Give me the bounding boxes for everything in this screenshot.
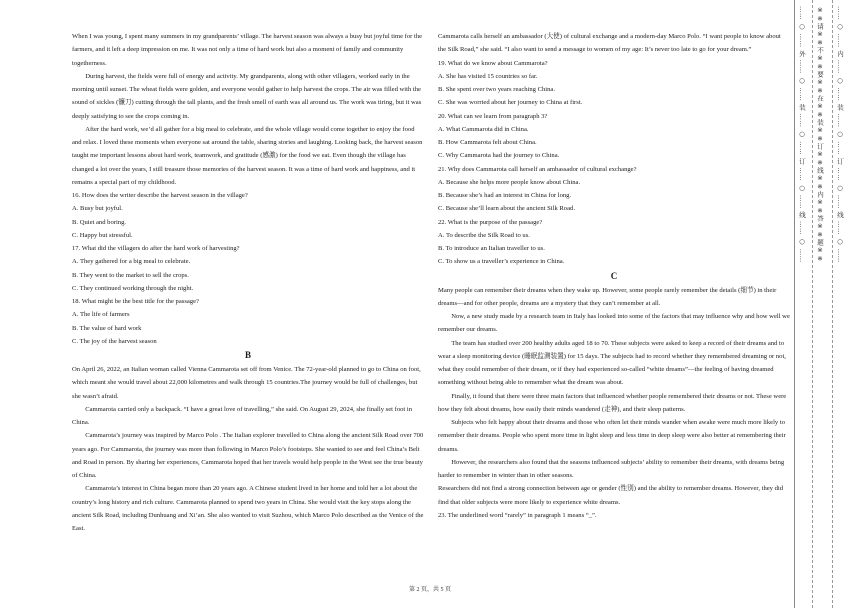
answer-option: B. How Cammarota felt about China.	[438, 139, 537, 146]
paragraph: During harvest, the fields were full of energy and activity. My grandparents, along with other villagers, worked early in the morning until sunset. The wheat fields were golden, and everyone would gather to help harvest the crops. The air was filled with the sound of sickles (镰刀) cutting through the tall plants, and the fresh smell of earth was all around us. The work was tiring, but it was deeply satisfying to see the crops coming in.	[72, 72, 422, 120]
question: 20. What can we learn from paragraph 3?	[438, 112, 548, 120]
binding-line-inner	[832, 0, 833, 608]
answer-option: B. To introduce an Italian traveller to us.	[438, 245, 545, 252]
paragraph: When I was young, I spent many summers in my grandparents’ village. The harvest season was always a busy but joyful time for the farmers, and it left a deep impression on me. It was not only a time of hard work but also a moment of family and community togetherness.	[72, 33, 423, 67]
paragraph: Many people can remember their dreams when they wake up. However, some people rarely remember the details (细节) in their dreams—and for other people, dreams are a mystery that they can’t remember at all.	[438, 286, 777, 307]
answer-option: B. Quiet and boring.	[72, 218, 127, 226]
section-heading: B	[244, 350, 251, 360]
question: 21. Why does Cammarota call herself an ambassador of cultural exchange?	[438, 165, 637, 173]
paragraph: On April 26, 2022, an Italian woman called Vienna Cammarota set off from Venice. The 72-year-old planned to go to China on foot, which meant she would travel about 22,000 kilometres and walk through 15 countries.The journey would be full of challenges, but she wasn’t afraid.	[72, 366, 421, 400]
binding-line-outer	[794, 0, 795, 608]
answer-option: A. Because she helps more people know about China.	[438, 178, 581, 186]
paragraph: Subjects who felt happy about their dreams and those who often let their minds wander when awake were much more likely to remember their dreams. People who spent more time in light sleep and less time in deep sleep were also better at remembering their dreams.	[438, 419, 786, 453]
question: 23. The underlined word “rarely” in paragraph 1 means “_”.	[438, 511, 597, 519]
answer-option: C. To show us a traveller’s experience in China.	[438, 258, 565, 266]
binding-margin	[792, 0, 860, 608]
right-column	[438, 30, 790, 522]
answer-option: A. To describe the Silk Road to us.	[438, 231, 530, 239]
answer-option: C. Why Cammarota had the journey to China.	[438, 152, 560, 160]
paragraph: Finally, it found that there were three main factors that influenced whether people remembered their dreams or not. These were how they felt about dreams, how easily their minds wandered (走神), and their sleep patterns.	[438, 392, 787, 413]
paragraph: After the hard work, we’d all gather for a big meal to celebrate, and the whole village would come together to enjoy the food and relax. I loved these moments when everyone sat around the table, sharing stories and laughing. Looking back, the harvest season taught me important lessons about hard work, teamwork, and gratitude (感激) for the food we eat. Even though the village has changed a lot over the years, I still treasure those memories of the harvest season. It was a time of hard work and happiness, and it remains a special part of my childhood.	[72, 125, 423, 186]
answer-option: A. The life of farmers	[72, 311, 130, 319]
paragraph: Now, a new study made by a research team in Italy has looked into some of the factors that may influence why and how well we remember our dreams.	[438, 313, 790, 334]
answer-option: C. Happy but stressful.	[72, 231, 133, 239]
question: 19. What do we know about Cammarota?	[438, 59, 548, 67]
paragraph: Cammarota carried only a backpack. “I have a great love of travelling,” she said. On August 29, 2024, she finally set foot in China.	[72, 405, 413, 426]
answer-option: A. They gathered for a big meal to celebrate.	[72, 258, 191, 266]
answer-option: C. The joy of the harvest season	[72, 337, 157, 345]
question: 18. What might be the best title for the passage?	[72, 298, 199, 305]
binding-inner-text: …… ○ …… 内 …… ○ …… 装 …… ○ …… 订 …… ○ …… 线 …… ○ ……	[836, 6, 844, 263]
answer-option: B. Because she’s had an interest in China for long.	[438, 192, 572, 199]
paragraph: Cammarota’s journey was inspired by Marco Polo . The Italian explorer travelled to China along the ancient Silk Road over 700 years ago. For Cammarota, the journey was more than following in Marco Polo’s footsteps. She wanted to see and feel China’s Belt and Road in person. By sharing her experiences, Cammarota hoped that her travels would help people in the West see the true beauty of China.	[72, 432, 424, 479]
paragraph: Researchers did not find a strong connection between age or gender (性别) and the ability to remember dreams. However, they did find that older subjects were more likely to experience white dreams.	[438, 485, 784, 506]
answer-option: B. She spent over two years reaching China.	[438, 86, 556, 93]
answer-option: A. What Cammarota did in China.	[438, 125, 529, 133]
binding-notice-text: ※※请※※不※※要※※在※※装※※订※※线※※内※※答※※题※※	[816, 6, 824, 263]
answer-option: A. Busy but joyful.	[72, 205, 123, 213]
question: 22. What is the purpose of the passage?	[438, 218, 543, 226]
paragraph: Cammarota’s interest in China began more than 20 years ago. A Chinese student lived in her home and told her a lot about the country’s long history and rich culture. Cammarota planned to spend two years in China. She would visit the key stops along the ancient Silk Road, including Dunhuang and Xi’an. She also wanted to visit Suzhou, which Marco Polo described as the Venice of the East.	[72, 485, 424, 532]
paragraph: Cammarota calls herself an ambassador (大使) of cultural exchange and a modern-day Marco Polo. “I want people to know about the Silk Road,” she said. “I also want to send a message to women of my age: It’s never too late to go for your dream.”	[438, 33, 781, 54]
binding-outer-text: …… ○ …… 外 …… ○ …… 装 …… ○ …… 订 …… ○ …… 线 …… ○ ……	[798, 6, 806, 263]
section-heading: C	[610, 270, 618, 281]
page-footer: 第 2 页，共 5 页	[408, 587, 451, 593]
question: 17. What did the villagers do after the hard work of harvesting?	[72, 245, 240, 252]
answer-option: C. They continued working through the night.	[72, 284, 194, 292]
paragraph: The team has studied over 200 healthy adults aged 18 to 70. These subjects were asked to keep a record of their dreams and to wear a sleep monitoring device (睡眠监测装置) for 15 days. The subjects had to record whether they remembered dreaming or not, what they could remember of their dream, or if they had experienced so-called “white dreams”—the feeling of having dreamed something without being able to remember what the dream was about.	[438, 339, 786, 387]
binding-line-middle	[812, 0, 813, 608]
answer-option: C. Because she’ll learn about the ancient Silk Road.	[438, 205, 575, 213]
answer-option: B. The value of hard work	[72, 324, 142, 332]
paragraph: However, the researchers also found that the seasons influenced subjects’ ability to remember their dreams, with dreams being harder to remember in winter than in other seasons.	[438, 458, 785, 479]
answer-option: A. She has visited 15 countries so far.	[438, 72, 538, 80]
question: 16. How does the writer describe the harvest season in the village?	[72, 192, 248, 199]
answer-option: B. They went to the market to sell the crops.	[72, 271, 189, 279]
answer-option: C. She was worried about her journey to China at first.	[438, 99, 583, 107]
left-column	[72, 30, 424, 535]
